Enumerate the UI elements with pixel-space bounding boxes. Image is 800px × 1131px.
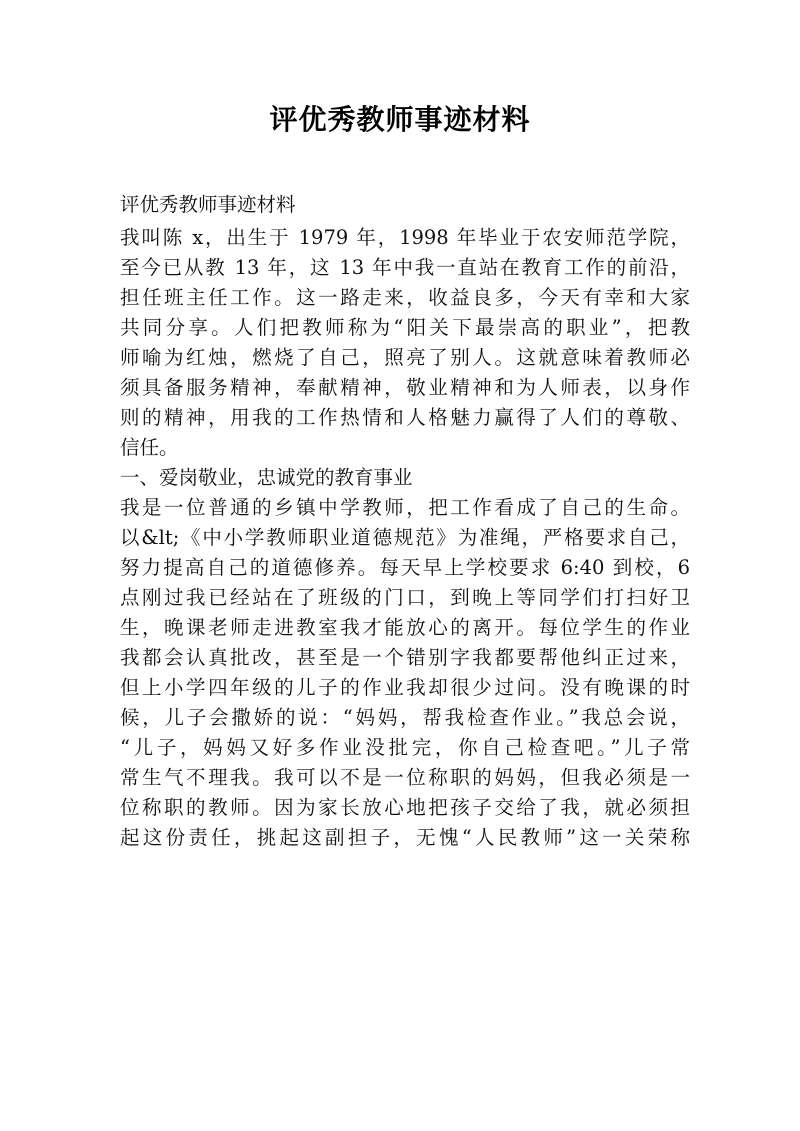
body-line: 候，儿子会撒娇的说：“妈妈，帮我检查作业。”我总会说， [120,706,690,729]
body-line: 信任。 [120,436,179,459]
body-line: 我都会认真批改，甚至是一个错别字我都要帮他纠正过来， [120,646,690,669]
body-heading: 评优秀教师事迹材料 [120,193,296,216]
body-line: 但上小学四年级的儿子的作业我却很少过问。没有晚课的时 [120,676,690,699]
body-line: 常生气不理我。我可以不是一位称职的妈妈，但我必须是一 [120,766,690,789]
body-line: 须具备服务精神，奉献精神，敬业精神和为人师表，以身作 [120,376,690,399]
body-line: 点刚过我已经站在了班级的门口，到晚上等同学们打扫好卫 [120,586,690,609]
body-line: 担任班主任工作。这一路走来，收益良多，今天有幸和大家 [120,286,690,309]
body-line: 我是一位普通的乡镇中学教师，把工作看成了自己的生命。 [120,496,690,519]
body-line: 师喻为红烛，燃烧了自己，照亮了别人。这就意味着教师必 [120,346,690,369]
body-line: 生，晚课老师走进教室我才能放心的离开。每位学生的作业 [120,616,690,639]
body-line: 位称职的教师。因为家长放心地把孩子交给了我，就必须担 [120,796,690,819]
body-line: 以&lt;《中小学教师职业道德规范》为准绳，严格要求自己， [120,526,690,549]
body-line: 共同分享。人们把教师称为“阳关下最崇高的职业”，把教 [120,316,690,339]
body-line: “儿子，妈妈又好多作业没批完，你自己检查吧。”儿子常 [120,736,690,759]
document-body [120,190,690,853]
section-heading: 一、爱岗敬业，忠诚党的教育事业 [120,466,413,489]
body-line: 至今已从教 13 年，这 13 年中我一直站在教育工作的前沿， [120,256,690,279]
body-line: 我叫陈 x，出生于 1979 年，1998 年毕业于农安师范学院， [120,226,690,249]
body-line: 则的精神，用我的工作热情和人格魅力赢得了人们的尊敬、 [120,406,690,429]
body-line: 努力提高自己的道德修养。每天早上学校要求 6:40 到校，6 [120,556,690,579]
document-title: 评优秀教师事迹材料 [269,103,531,136]
body-line: 起这份责任，挑起这副担子，无愧“人民教师”这一关荣称 [120,826,690,849]
